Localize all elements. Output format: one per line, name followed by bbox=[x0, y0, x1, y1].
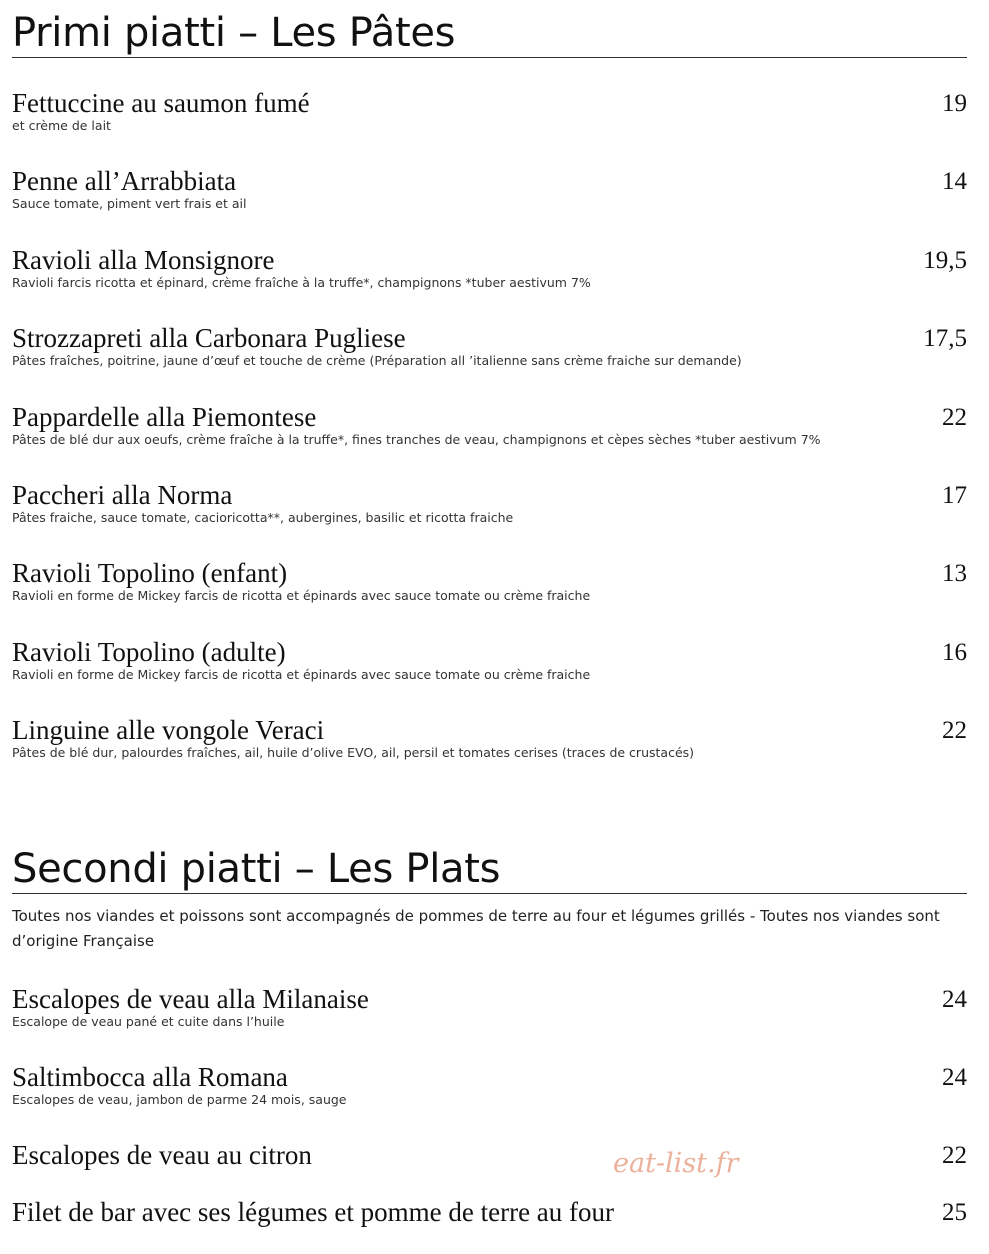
menu-item-list bbox=[12, 984, 967, 1254]
item-description: Pâtes de blé dur aux oeufs, crème fraîche à la truffe*, fines tranches de veau, champignons et cèpes sèches *tuber aestivum 7% bbox=[12, 431, 821, 447]
item-price: 22 bbox=[942, 403, 967, 431]
section-title: Primi piatti – Les Pâtes bbox=[12, 10, 456, 56]
item-price: 17,5 bbox=[923, 325, 967, 353]
menu-item bbox=[12, 558, 967, 636]
item-description: Ravioli en forme de Mickey farcis de ricotta et épinards avec sauce tomate ou crème fraiche bbox=[12, 666, 591, 682]
section-divider bbox=[12, 893, 967, 894]
item-price: 25 bbox=[942, 1199, 967, 1227]
item-description: et crème de lait bbox=[12, 118, 111, 133]
item-name: Escalopes de veau au citron bbox=[12, 1140, 312, 1171]
menu-item bbox=[12, 323, 967, 401]
menu-page bbox=[12, 0, 967, 1254]
menu-item bbox=[12, 1140, 967, 1197]
menu-item bbox=[12, 715, 967, 793]
section-primi-piatti bbox=[12, 0, 967, 794]
item-name: Strozzapreti alla Carbonara Pugliese bbox=[12, 323, 406, 354]
item-name: Ravioli alla Monsignore bbox=[12, 244, 275, 275]
item-price: 24 bbox=[942, 985, 967, 1013]
item-name: Ravioli Topolino (adulte) bbox=[12, 636, 286, 667]
menu-item bbox=[12, 245, 967, 323]
item-price: 17 bbox=[942, 481, 967, 509]
item-description: Pâtes fraîches, poitrine, jaune d’œuf et touche de crème (Préparation all ’italienne sans crème fraiche sur demande) bbox=[12, 353, 742, 369]
item-price: 19,5 bbox=[923, 246, 967, 274]
item-price: 24 bbox=[942, 1063, 967, 1091]
menu-item bbox=[12, 984, 967, 1062]
item-description: Ravioli farcis ricotta et épinard, crème fraîche à la truffe*, champignons *tuber aestivum 7% bbox=[12, 274, 591, 290]
item-name: Filet de bar avec ses légumes et pomme de terre au four bbox=[12, 1197, 615, 1228]
menu-item bbox=[12, 1197, 967, 1254]
item-description: Pâtes de blé dur, palourdes fraîches, ail, huile d’olive EVO, ail, persil et tomates cerises (traces de crustacés) bbox=[12, 745, 695, 761]
item-name: Fettuccine au saumon fumé bbox=[12, 88, 310, 118]
menu-item bbox=[12, 88, 967, 166]
menu-item-list bbox=[12, 88, 967, 794]
item-name: Pappardelle alla Piemontese bbox=[12, 401, 317, 432]
watermark: eat-list.fr bbox=[613, 1148, 739, 1179]
item-price: 13 bbox=[942, 560, 967, 588]
menu-item bbox=[12, 480, 967, 558]
section-secondi-piatti bbox=[12, 836, 967, 1254]
item-description: Escalope de veau pané et cuite dans l’huile bbox=[12, 1013, 285, 1029]
item-price: 16 bbox=[942, 638, 967, 666]
section-intro: Toutes nos viandes et poissons sont accompagnés de pommes de terre au four et légumes grillés - Toutes nos viandes sont d’origine Française bbox=[12, 906, 940, 950]
item-price: 22 bbox=[942, 717, 967, 745]
item-name: Escalopes de veau alla Milanaise bbox=[12, 983, 369, 1014]
item-price: 22 bbox=[942, 1142, 967, 1170]
section-title: Secondi piatti – Les Plats bbox=[12, 845, 501, 892]
item-price: 19 bbox=[942, 90, 967, 117]
menu-item bbox=[12, 637, 967, 715]
item-description: Ravioli en forme de Mickey farcis de ricotta et épinards avec sauce tomate ou crème fraiche bbox=[12, 588, 591, 604]
item-description: Sauce tomate, piment vert frais et ail bbox=[12, 196, 247, 212]
item-name: Linguine alle vongole Veraci bbox=[12, 715, 325, 746]
item-name: Saltimbocca alla Romana bbox=[12, 1061, 288, 1092]
item-name: Penne all’Arrabbiata bbox=[12, 166, 237, 197]
item-description: Pâtes fraiche, sauce tomate, cacioricotta**, aubergines, basilic et ricotta fraiche bbox=[12, 509, 514, 525]
menu-item bbox=[12, 1062, 967, 1140]
item-name: Ravioli Topolino (enfant) bbox=[12, 558, 288, 589]
section-divider bbox=[12, 57, 967, 58]
item-name: Paccheri alla Norma bbox=[12, 479, 233, 510]
menu-item bbox=[12, 166, 967, 244]
item-price: 14 bbox=[942, 168, 967, 196]
menu-item bbox=[12, 402, 967, 480]
item-description: Escalopes de veau, jambon de parme 24 mois, sauge bbox=[12, 1091, 347, 1107]
